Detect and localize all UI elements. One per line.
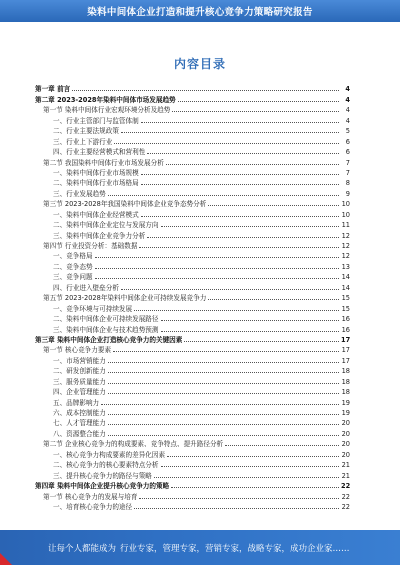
- toc-dot-leader: [208, 299, 339, 300]
- toc-entry-title: 第一节 染料中间体行业宏观环境分析及趋势: [43, 106, 171, 115]
- toc-dot-leader: [95, 268, 339, 269]
- toc-dot-leader: [208, 205, 339, 206]
- toc-dot-leader: [121, 132, 339, 133]
- toc-page-number: 20: [341, 440, 350, 449]
- toc-entry-title: 第三节 2023-2028年我国染料中间体企业竞争态势分析: [43, 200, 207, 209]
- toc-page-number: 4: [345, 95, 350, 104]
- toc-entry-title: 第四节 行业投资分析：基础数据: [43, 242, 138, 250]
- toc-dot-leader: [141, 122, 339, 123]
- toc-page-number: 4: [345, 106, 350, 115]
- toc-entry-title: 四、行业主要经营模式和营利性: [53, 148, 146, 157]
- toc-dot-leader: [101, 404, 339, 405]
- toc-entry-title: 六、成本控制能力: [53, 409, 106, 417]
- toc-dot-leader: [225, 445, 339, 446]
- report-header-banner: [0, 0, 400, 22]
- toc-entry-title: 第二章 2023-2028年染料中间体市场发展趋势: [35, 95, 176, 104]
- toc-item-entry[interactable]: [35, 313, 350, 323]
- toc-entry-title: 三、行业发展趋势: [53, 189, 106, 198]
- toc-chapter-entry[interactable]: [35, 83, 350, 93]
- toc-page-number: 13: [341, 262, 350, 271]
- toc-entry-title: 第一章 前言: [35, 85, 71, 94]
- toc-entry-title: 七、人才管理能力: [53, 419, 106, 428]
- toc-item-entry[interactable]: [35, 281, 350, 291]
- toc-page-number: 7: [345, 158, 350, 167]
- toc-dot-leader: [167, 456, 339, 457]
- toc-page-number: 11: [341, 221, 350, 230]
- toc-entry-title: 二、研发创新能力: [53, 367, 106, 376]
- toc-page-number: 19: [341, 409, 350, 417]
- toc-dot-leader: [114, 143, 339, 144]
- toc-dot-leader: [184, 341, 339, 342]
- toc-entry-title: 二、染料中间体行业市场格局: [53, 179, 139, 188]
- toc-dot-leader: [161, 466, 340, 467]
- corner-accent-shape: [0, 553, 12, 565]
- toc-item-entry[interactable]: [35, 302, 350, 312]
- toc-section-entry[interactable]: [35, 292, 350, 302]
- toc-entry-title: 一、竞争环境与可持续发展: [53, 304, 133, 313]
- toc-item-entry[interactable]: [35, 323, 350, 333]
- toc-entry-title: 一、染料中间体企业经营模式: [53, 210, 139, 219]
- toc-item-entry[interactable]: [35, 501, 350, 511]
- toc-item-entry[interactable]: [35, 229, 350, 239]
- toc-item-entry[interactable]: [35, 177, 350, 187]
- toc-page-number: 8: [345, 179, 350, 188]
- toc-page-number: 20: [341, 429, 350, 438]
- toc-dot-leader: [108, 424, 339, 425]
- toc-entry-title: 三、提升核心竞争力的路径与策略: [53, 471, 152, 480]
- toc-entry-title: 三、染料中间体企业与技术趋势预测: [53, 325, 159, 334]
- toc-page-number: 15: [341, 304, 350, 313]
- toc-section-entry[interactable]: [35, 438, 350, 448]
- toc-dot-leader: [147, 153, 339, 154]
- toc-entry-title: 一、培育核心竞争力的途径: [53, 502, 133, 511]
- toc-entry-title: 第一节 核心竞争力要素: [43, 346, 112, 355]
- toc-item-entry[interactable]: [35, 365, 350, 375]
- toc-dot-leader: [95, 278, 339, 279]
- toc-dot-leader: [141, 216, 339, 217]
- toc-dot-leader: [108, 372, 339, 373]
- toc-dot-leader: [161, 226, 340, 227]
- toc-section-entry[interactable]: [35, 198, 350, 208]
- toc-page-number: 18: [341, 367, 350, 376]
- toc-item-entry[interactable]: [35, 386, 350, 396]
- toc-dot-leader: [95, 257, 339, 258]
- toc-chapter-entry[interactable]: [35, 480, 350, 490]
- toc-item-entry[interactable]: [35, 125, 350, 135]
- toc-dot-leader: [154, 477, 339, 478]
- toc-item-entry[interactable]: [35, 167, 350, 177]
- toc-entry-title: 第二节 我国染料中间体行业市场发展分析: [43, 158, 164, 167]
- toc-entry-title: 四、企业管理能力: [53, 388, 106, 397]
- table-of-contents: [35, 83, 350, 511]
- toc-entry-title: 第三章 染料中间体企业打造核心竞争力的关键因素: [35, 335, 183, 344]
- toc-item-entry[interactable]: [35, 427, 350, 437]
- toc-entry-title: 一、行业主管部门与监管体制: [53, 116, 139, 125]
- toc-dot-leader: [134, 310, 339, 311]
- toc-page-number: 17: [341, 356, 350, 365]
- toc-dot-leader: [161, 331, 340, 332]
- toc-section-entry[interactable]: [35, 490, 350, 500]
- toc-page-number: 14: [341, 283, 350, 292]
- toc-section-entry[interactable]: [35, 104, 350, 114]
- toc-page-number: 6: [345, 148, 350, 157]
- toc-page-number: 17: [341, 335, 351, 344]
- toc-page-number: 19: [341, 398, 350, 407]
- toc-page-number: 22: [341, 482, 351, 491]
- toc-page-number: 4: [345, 116, 350, 125]
- toc-entry-title: 三、服务质量能力: [53, 377, 106, 386]
- toc-page-number: 21: [341, 461, 350, 470]
- toc-dot-leader: [178, 101, 339, 102]
- toc-dot-leader: [108, 414, 339, 415]
- toc-item-entry[interactable]: [35, 375, 350, 385]
- toc-page-number: 20: [341, 419, 350, 428]
- toc-entry-title: 八、资源整合能力: [53, 429, 106, 438]
- toc-chapter-entry[interactable]: [35, 93, 350, 103]
- toc-dot-leader: [72, 90, 339, 91]
- toc-dot-leader: [139, 498, 339, 499]
- toc-item-entry[interactable]: [35, 146, 350, 156]
- toc-dot-leader: [141, 174, 339, 175]
- toc-dot-leader: [141, 184, 339, 185]
- toc-item-entry[interactable]: [35, 135, 350, 145]
- toc-section-entry[interactable]: [35, 344, 350, 354]
- toc-entry-title: 二、染料中间体企业可持续发展路径: [53, 315, 159, 324]
- toc-page-number: 12: [341, 242, 350, 250]
- toc-page-number: 22: [341, 502, 350, 511]
- toc-entry-title: 第二节 企业核心竞争力的构成要素、竞争特点、提升路径分析: [43, 440, 224, 449]
- toc-entry-title: 一、市场营销能力: [53, 356, 106, 365]
- toc-item-entry[interactable]: [35, 208, 350, 218]
- toc-heading: 内容目录: [173, 57, 226, 71]
- toc-item-entry[interactable]: [35, 187, 350, 197]
- toc-page-number: 12: [341, 231, 350, 240]
- toc-item-entry[interactable]: [35, 417, 350, 427]
- toc-page-number: 18: [341, 388, 350, 397]
- toc-page-number: 5: [345, 127, 350, 136]
- toc-entry-title: 二、核心竞争力的核心要素特点分析: [53, 461, 159, 470]
- toc-item-entry[interactable]: [35, 396, 350, 406]
- toc-dot-leader: [139, 247, 339, 248]
- toc-section-entry[interactable]: [35, 156, 350, 166]
- toc-dot-leader: [161, 320, 340, 321]
- toc-entry-title: 二、行业主要法规政策: [53, 127, 119, 136]
- toc-page-number: 15: [341, 294, 350, 303]
- toc-page-number: 18: [341, 377, 350, 386]
- toc-item-entry[interactable]: [35, 459, 350, 469]
- toc-dot-leader: [108, 435, 339, 436]
- toc-page-number: 7: [345, 168, 350, 177]
- toc-page-number: 6: [345, 137, 350, 146]
- toc-section-entry[interactable]: [35, 240, 350, 250]
- toc-page-number: 17: [341, 346, 350, 355]
- toc-page-number: 22: [341, 492, 350, 501]
- toc-item-entry[interactable]: [35, 250, 350, 260]
- toc-dot-leader: [121, 289, 339, 290]
- footer-slogan-roles: 行业专家，管理专家，营销专家，战略专家，成功企业家……: [120, 544, 350, 554]
- toc-page-number: 9: [345, 189, 350, 198]
- toc-dot-leader: [108, 393, 339, 394]
- toc-dot-leader: [166, 164, 339, 165]
- toc-entry-title: 五、品牌影响力: [53, 398, 100, 407]
- toc-dot-leader: [108, 362, 339, 363]
- toc-page-number: 10: [341, 200, 350, 209]
- toc-item-entry[interactable]: [35, 219, 350, 229]
- toc-entry-title: 二、竞争态势: [53, 262, 93, 271]
- toc-item-entry[interactable]: [35, 260, 350, 270]
- report-title: 染料中间体企业打造和提升核心竞争力策略研究报告: [87, 7, 313, 18]
- toc-chapter-entry[interactable]: [35, 334, 350, 344]
- toc-entry-title: 三、行业上下游行业: [53, 137, 113, 146]
- toc-dot-leader: [171, 487, 339, 488]
- toc-item-entry[interactable]: [35, 114, 350, 124]
- toc-dot-leader: [108, 195, 339, 196]
- toc-dot-leader: [113, 351, 339, 352]
- footer-banner: [0, 530, 400, 565]
- toc-entry-title: 一、竞争格局: [53, 252, 93, 261]
- toc-entry-title: 第四章 染料中间体企业提升核心竞争力的策略: [35, 482, 170, 491]
- toc-entry-title: 三、染料中间体企业竞争力分析: [53, 231, 146, 240]
- toc-entry-title: 一、染料中间体行业市场规模: [53, 168, 139, 177]
- toc-dot-leader: [108, 383, 339, 384]
- toc-page-number: 20: [341, 450, 350, 459]
- toc-page-number: 16: [341, 325, 350, 334]
- toc-entry-title: 第一节 核心竞争力的发展与培育: [43, 492, 138, 501]
- toc-page-number: 10: [341, 210, 350, 219]
- footer-slogan-lead: 让每个人都能成为: [48, 544, 117, 554]
- toc-page-number: 16: [341, 315, 350, 324]
- toc-entry-title: 三、竞争问题: [53, 273, 93, 282]
- toc-entry-title: 第五节 2023-2028年染料中间体企业可持续发展竞争力: [43, 294, 207, 303]
- toc-entry-title: 二、染料中间体企业定位与发展方向: [53, 221, 159, 230]
- toc-item-entry[interactable]: [35, 448, 350, 458]
- toc-page-number: 14: [341, 273, 350, 282]
- toc-item-entry[interactable]: [35, 354, 350, 364]
- toc-dot-leader: [134, 508, 339, 509]
- toc-entry-title: 四、行业进入壁垒分析: [53, 283, 119, 292]
- toc-entry-title: 一、核心竞争力构成要素的差异化因素: [53, 450, 166, 459]
- toc-dot-leader: [147, 237, 339, 238]
- toc-page-number: 12: [341, 252, 350, 261]
- toc-page-number: 21: [341, 471, 350, 480]
- toc-item-entry[interactable]: [35, 469, 350, 479]
- toc-dot-leader: [172, 111, 339, 112]
- toc-item-entry[interactable]: [35, 271, 350, 281]
- toc-item-entry[interactable]: [35, 407, 350, 417]
- toc-page-number: 4: [345, 85, 350, 94]
